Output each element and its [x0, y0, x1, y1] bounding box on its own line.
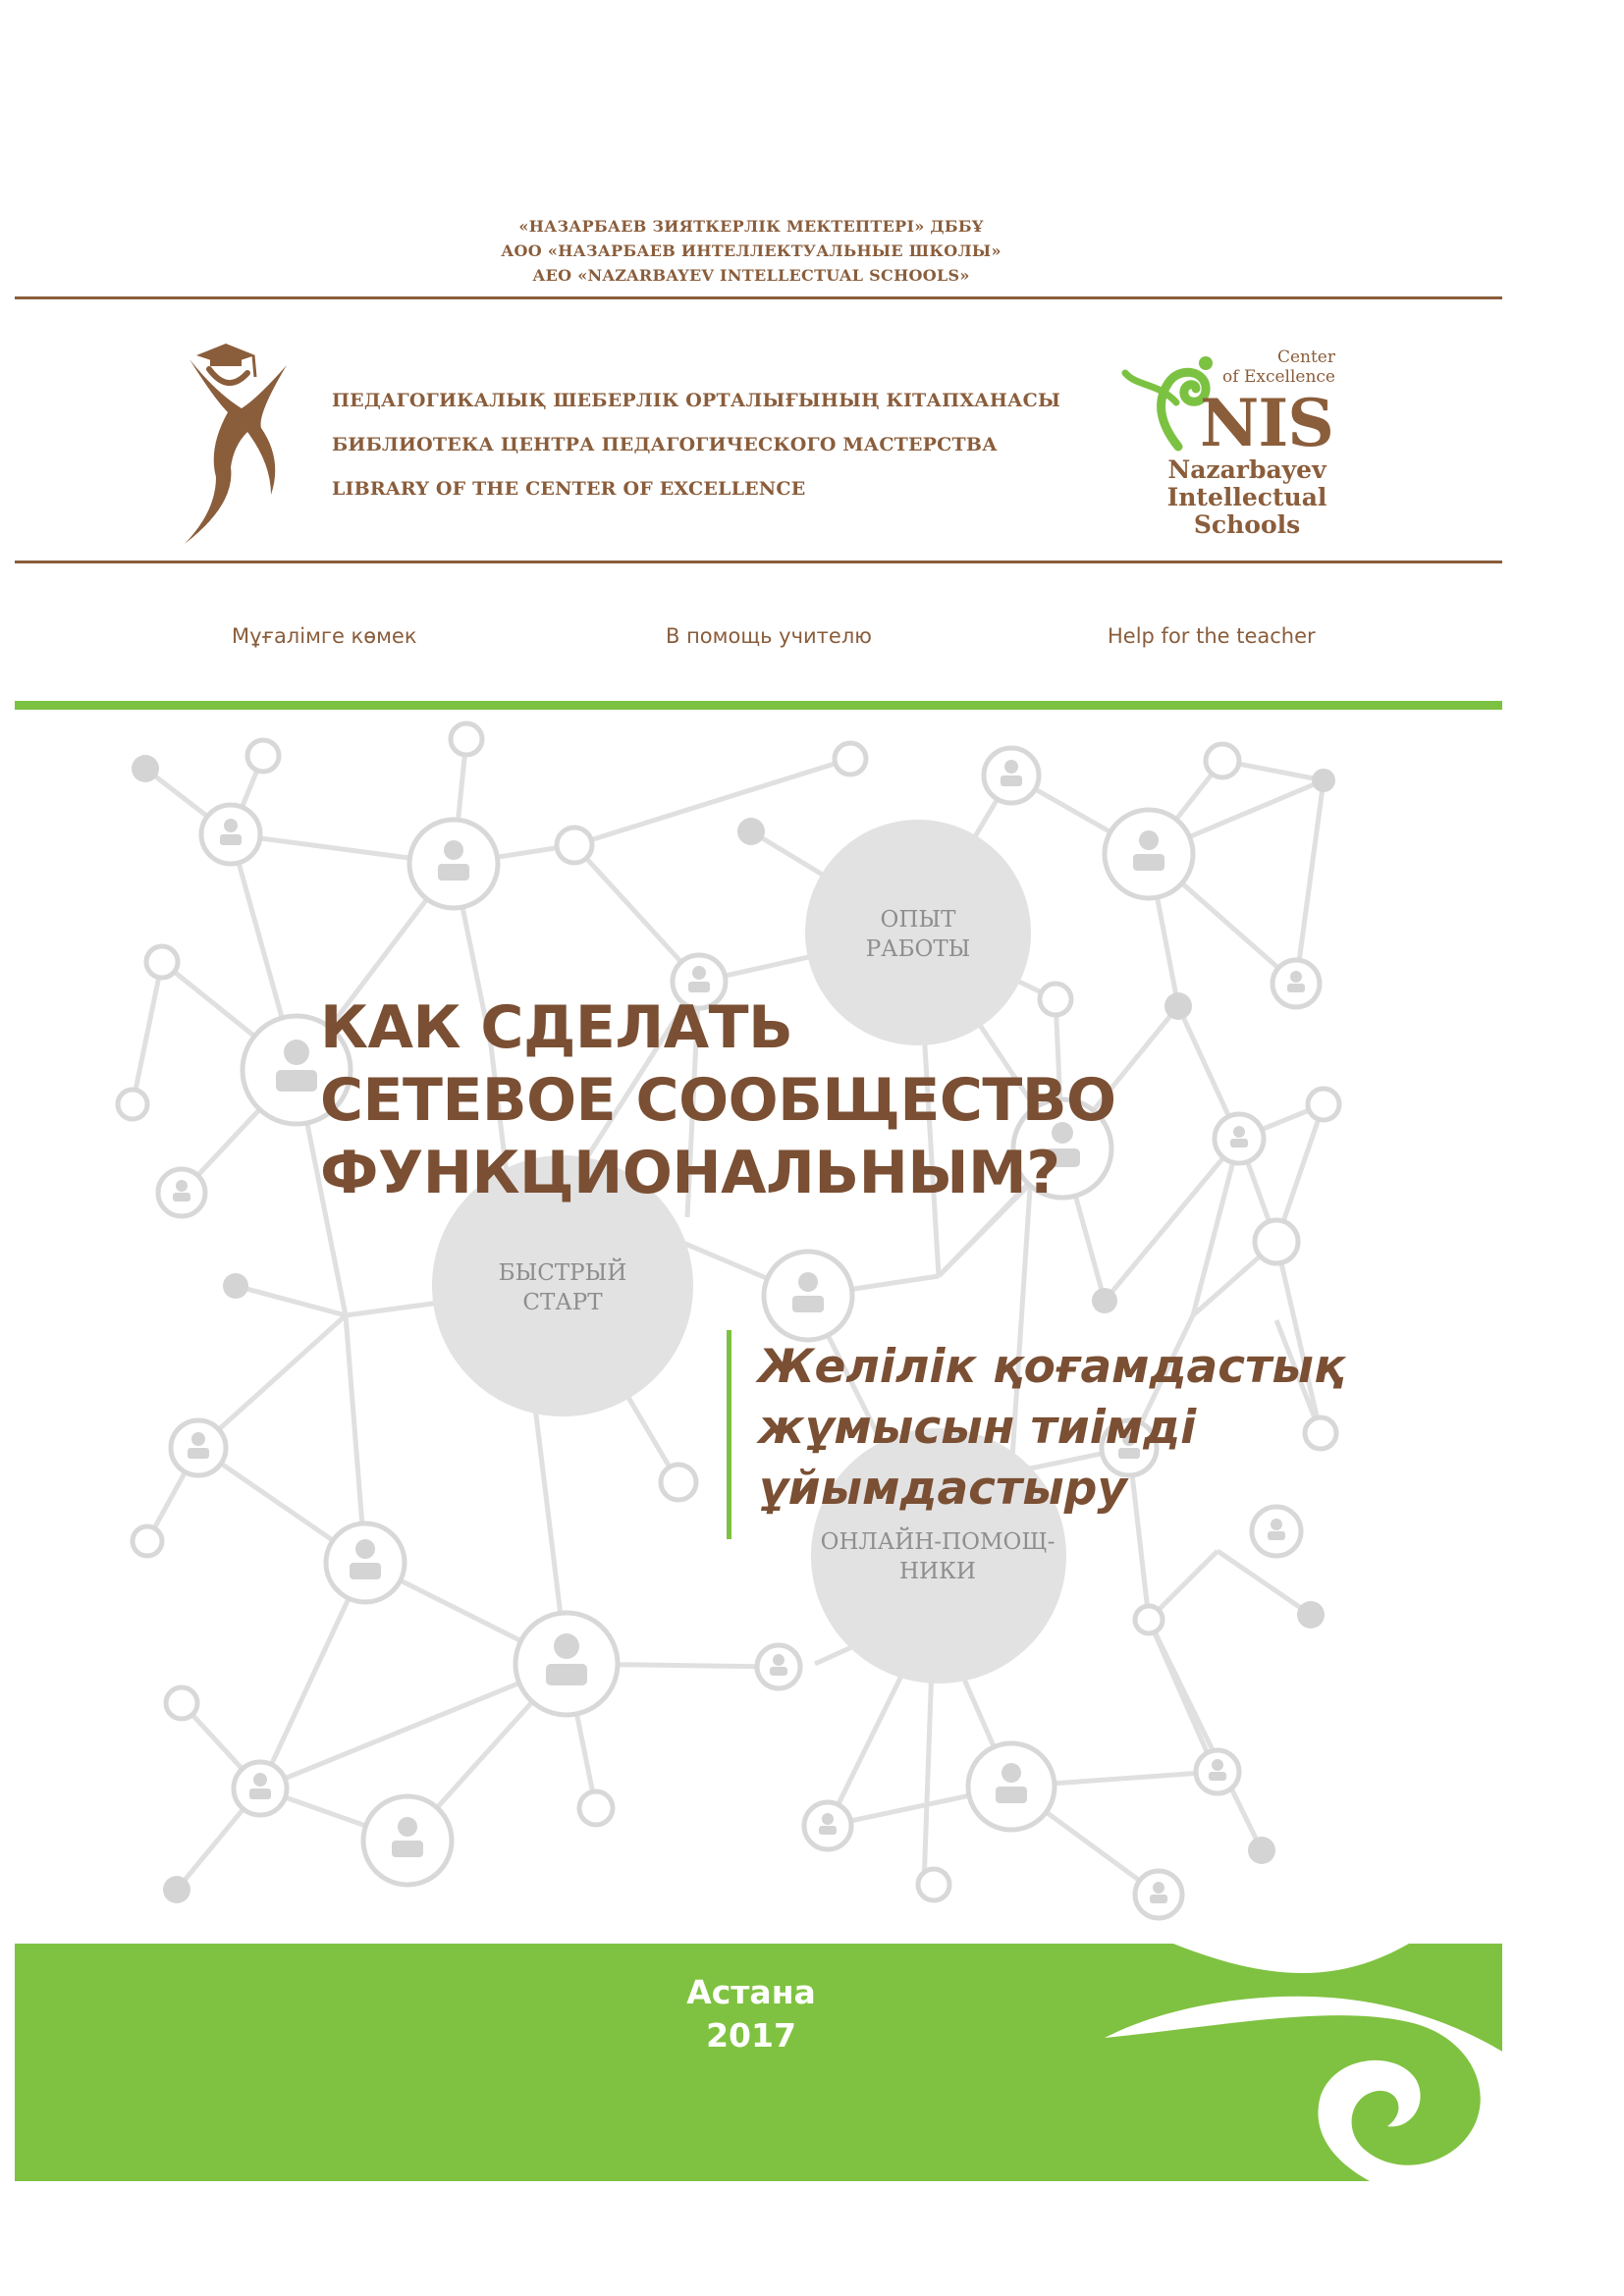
help-label-ru: В помощь учителю [666, 624, 872, 648]
org-line-en: АЕО «NAZARBAYEV INTELLECTUAL SCHOOLS» [532, 266, 970, 285]
nis-excellence-label: of Excellence [1222, 367, 1335, 387]
bubble-work-experience-line1: ОПЫТ [880, 907, 956, 933]
main-title-line2: СЕТЕВОЕ СООБЩЕСТВО [320, 1066, 1116, 1135]
kazakh-subtitle-line2: жұмысын тиімді [758, 1401, 1197, 1455]
footer-city: Астана [686, 1973, 816, 2011]
main-title-line1: КАК СДЕЛАТЬ [320, 993, 793, 1062]
footer-year: 2017 [706, 2016, 796, 2055]
bubble-work-experience [805, 905, 1031, 964]
kazakh-subtitle-line3: ұйымдастыру [758, 1462, 1128, 1516]
nis-brand: NIS [1200, 385, 1333, 461]
bubble-quick-start-line2: СТАРТ [522, 1290, 603, 1315]
subtitle-accent-bar [727, 1330, 731, 1539]
library-name-en: LIBRARY OF THE CENTER OF EXCELLENCE [332, 478, 806, 500]
bubble-online-helpers [805, 1527, 1070, 1586]
footer-text [0, 1971, 1502, 2057]
library-name-kz: ПЕДАГОГИКАЛЫҚ ШЕБЕРЛІК ОРТАЛЫҒЫНЫҢ КІТАПХАНАСЫ [332, 390, 1061, 411]
nis-sub-1: Nazarbayev [1167, 455, 1326, 484]
library-name-ru: БИБЛИОТЕКА ЦЕНТРА ПЕДАГОГИЧЕСКОГО МАСТЕРСТВА [332, 434, 998, 455]
org-line-ru: АОО «НАЗАРБАЕВ ИНТЕЛЛЕКТУАЛЬНЫЕ ШКОЛЫ» [501, 241, 1001, 260]
kazakh-subtitle [758, 1337, 1345, 1520]
main-title-line3: ФУНКЦИОНАЛЬНЫМ? [320, 1139, 1060, 1207]
org-line-kz: «НАЗАРБАЕВ ЗИЯТКЕРЛІК МЕКТЕПТЕРІ» ДББҰ [518, 217, 984, 236]
kazakh-subtitle-line1: Желілік қоғамдастық [758, 1340, 1345, 1394]
bubble-work-experience-line2: РАБОТЫ [865, 936, 971, 962]
bubble-online-helpers-line1: ОНЛАЙН-ПОМОЩ- [820, 1529, 1056, 1555]
bubble-quick-start [450, 1258, 676, 1317]
help-label-kz: Мұғалімге көмек [232, 624, 417, 648]
main-title [320, 991, 1116, 1209]
nis-sub-2: Intellectual [1166, 483, 1327, 511]
bubble-quick-start-line1: БЫСТРЫЙ [498, 1260, 627, 1286]
nis-center-label: Center [1276, 347, 1335, 367]
nis-sub-3: Schools [1193, 510, 1301, 539]
bubble-online-helpers-line2: НИКИ [899, 1559, 976, 1584]
help-label-en: Help for the teacher [1108, 624, 1316, 648]
